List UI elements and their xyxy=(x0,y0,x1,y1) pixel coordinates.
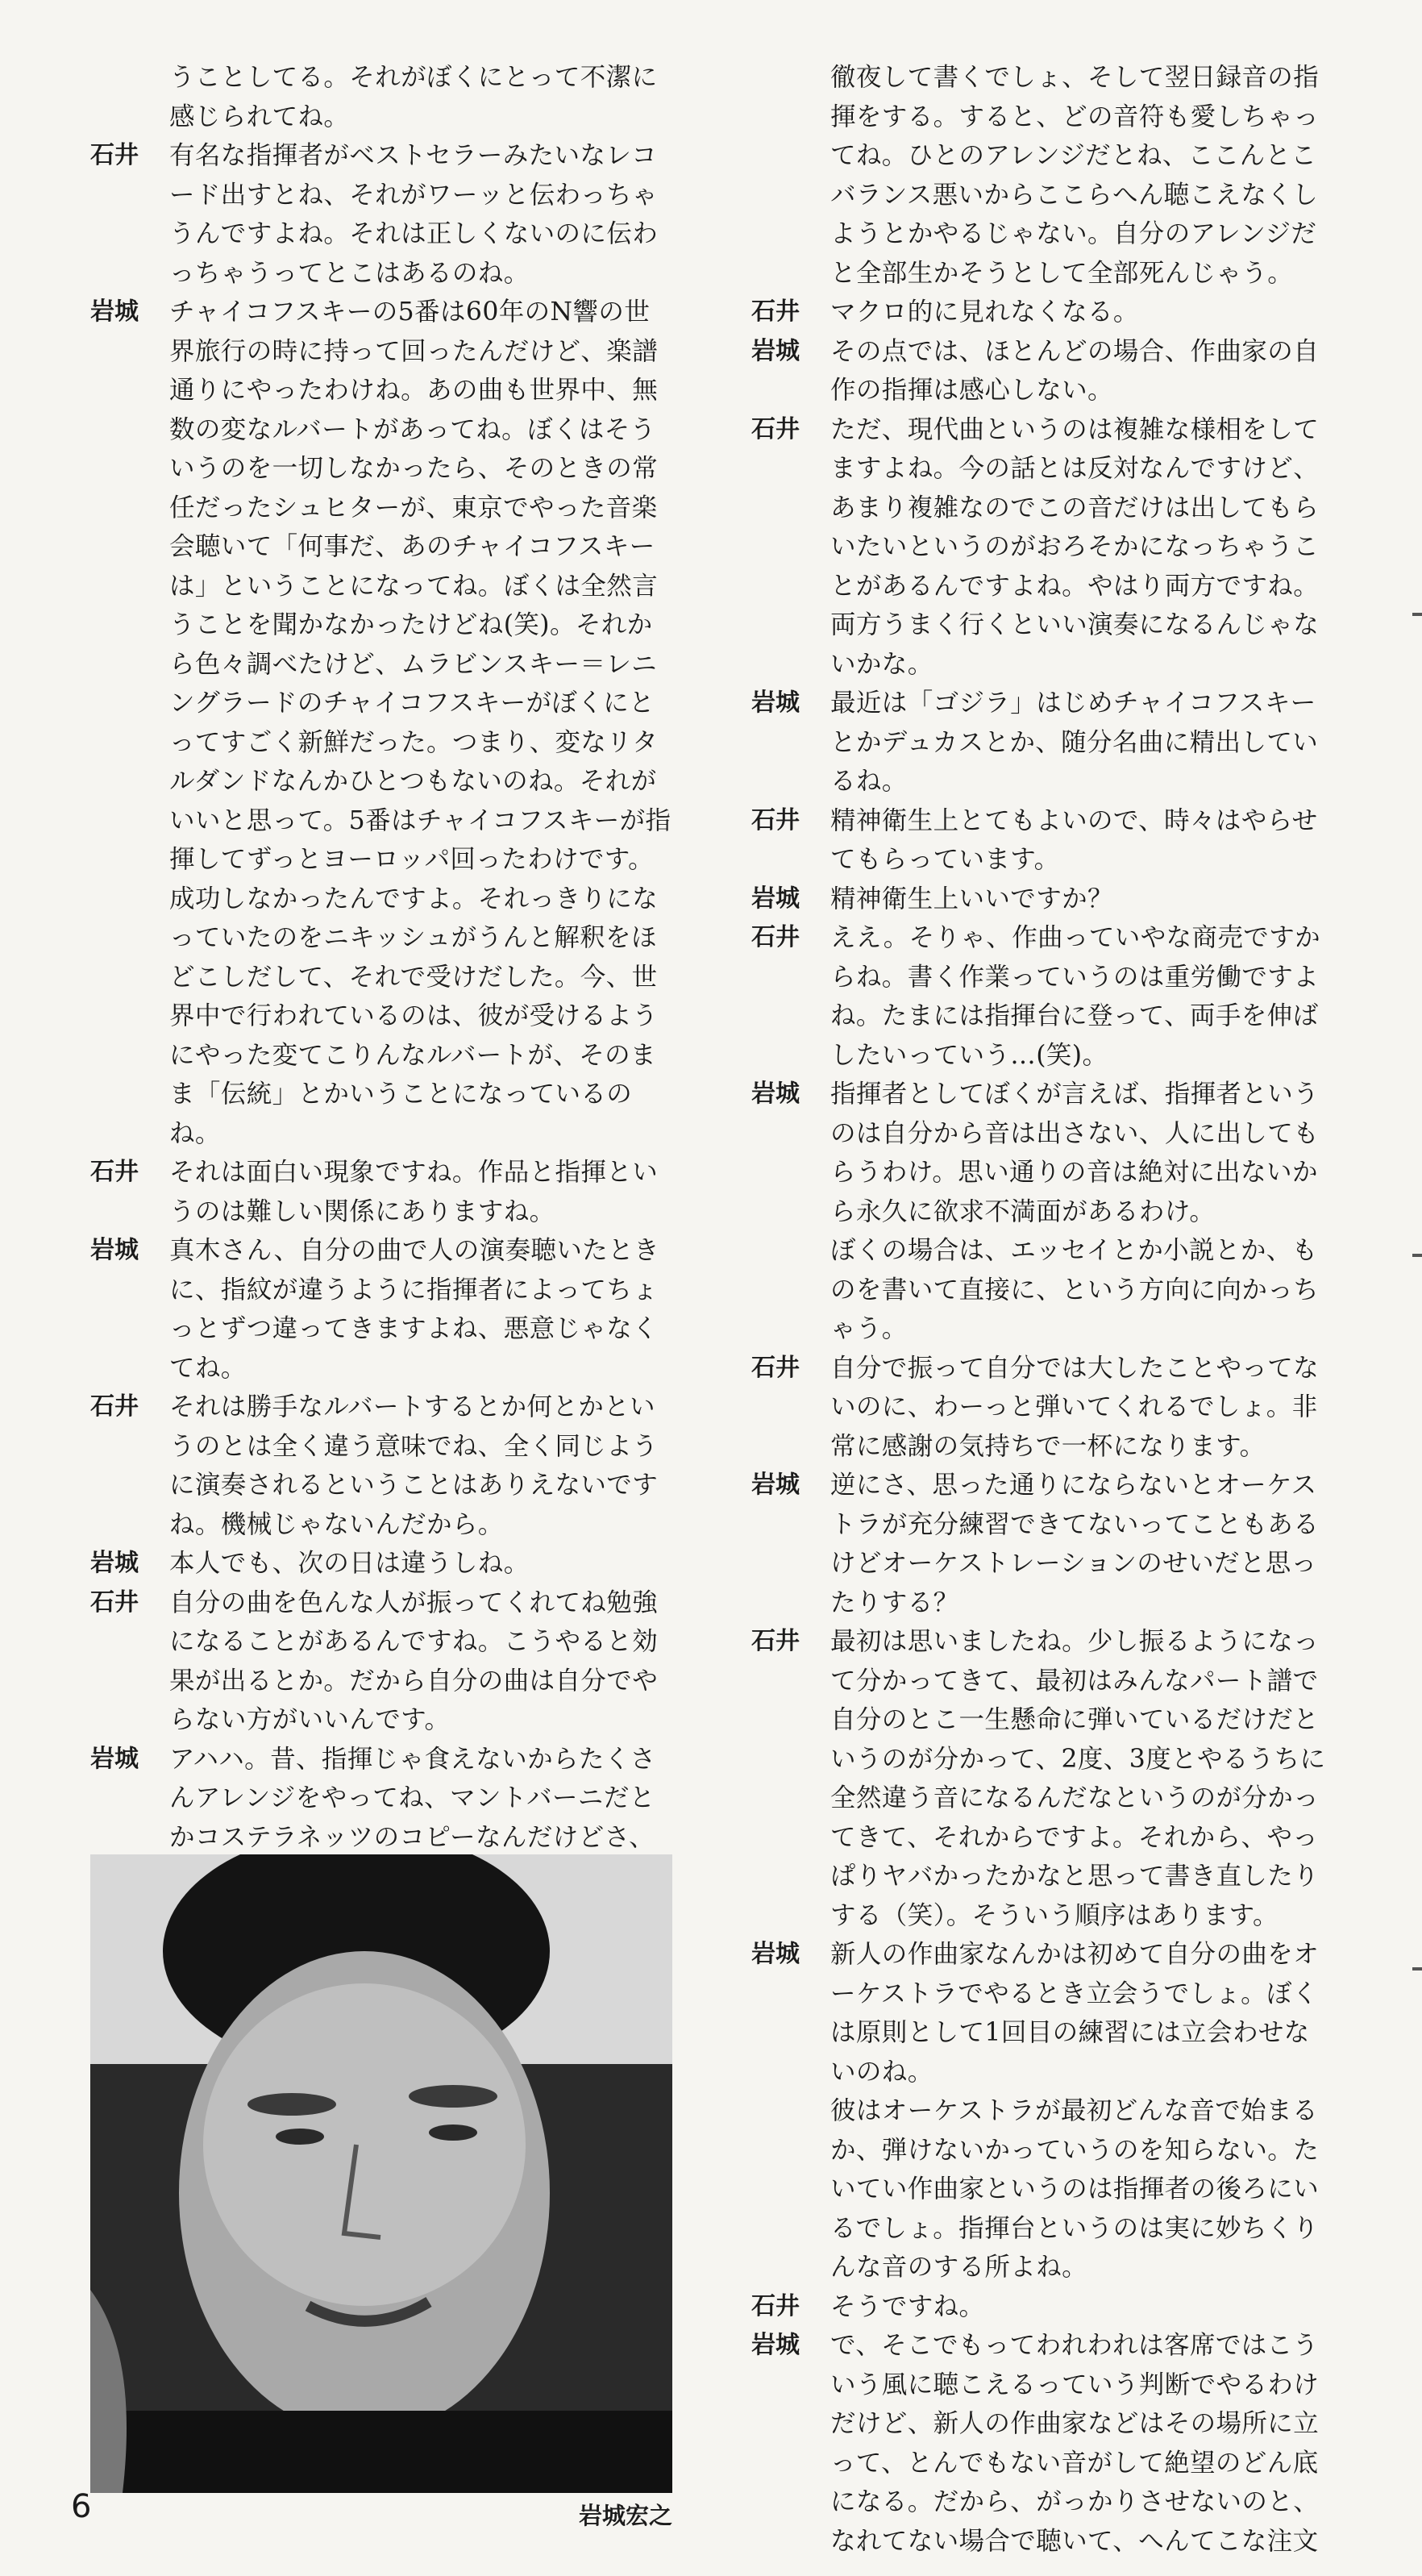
dialogue-text: 新人の作曲家なんかは初めて自分の曲をオーケストラでやるとき立会うでしょ。ぼくは原則として1回目の練習には立会わせないのね。 xyxy=(830,1940,1320,2087)
speaker-name: 石井 xyxy=(751,2291,800,2320)
dialogue-entry xyxy=(751,1622,1333,1935)
speaker-name: 岩城 xyxy=(751,1940,800,1968)
dialogue-text: 精神衛生上いいですか？ xyxy=(830,884,1113,913)
dialogue-text: 自分の曲を色んな人が振ってくれてね勉強になることがあるんですね。こうやると効果が出るとか。だから自分の曲は自分でやらない方がいいんです。 xyxy=(169,1588,659,1734)
dialogue-entry xyxy=(751,2326,1333,2561)
photo-caption: 岩城宏之 xyxy=(578,2502,672,2529)
dialogue-entry xyxy=(90,1544,672,1583)
dialogue-entry xyxy=(90,1153,672,1231)
left-column xyxy=(90,58,672,1857)
dialogue-text: 自分で振って自分では大したことやってないのに、わーっと弾いてくれるでしょ。非常に感謝の気持ちで一杯になります。 xyxy=(830,1353,1320,1461)
dialogue-text: 指揮者としてぼくが言えば、指揮者というのは自分から音は出さない、人に出してもらうわけ。思い通りの音は絶対に出ないから永久に欲求不満面があるわけ。 xyxy=(830,1080,1320,1226)
dialogue-text: 徹夜して書くでしょ、そして翌日録音の指揮をする。すると、どの音符も愛しちゃってね。ひとのアレンジだとね、ここんとこバランス悪いからここらへん聴こえなくしようとかやるじゃない。自分のアレンジだと全部生かそうとして全部死んじゃう。 xyxy=(830,63,1320,288)
dialogue-entry xyxy=(751,684,1333,801)
dialogue-text: マクロ的に見れなくなる。 xyxy=(830,298,1139,327)
speaker-name: 岩城 xyxy=(751,336,800,365)
dialogue-text: ただ、現代曲というのは複雑な様相をしてますよね。今の話とは反対なんですけど、あまり複雑なのでこの音だけは出してもらいたいというのがおろそかになっちゃうことがあるんですよね。やはり両方ですね。両方うまく行くといい演奏になるんじゃないかな。 xyxy=(830,414,1320,679)
speaker-name: 岩城 xyxy=(90,1744,139,1773)
dialogue-text: それは面白い現象ですね。作品と指揮というのは難しい関係にありますね。 xyxy=(169,1158,659,1226)
speaker-name: 岩城 xyxy=(751,2331,800,2359)
dialogue-entry xyxy=(751,1935,1333,2091)
dialogue-text: ええ。そりゃ、作曲っていやな商売ですからね。書く作業っていうのは重労働ですよね。たまには指揮台に登って、両手を伸ばしたいっていう…(笑)。 xyxy=(830,923,1320,1070)
dialogue-text: ぼくの場合は、エッセイとか小説とか、ものを書いて直接に、という方向に向かっちゃう。 xyxy=(830,1236,1320,1343)
edge-mark xyxy=(1412,613,1422,616)
dialogue-text: 逆にさ、思った通りにならないとオーケストラが充分練習できてないってこともあるけどオーケストレーションのせいだと思ったりする？ xyxy=(830,1471,1320,1617)
speaker-name: 石井 xyxy=(751,1353,800,1382)
dialogue-text: 彼はオーケストラが最初どんな音で始まるか、弾けないかっていうのを知らない。たいてい作曲家というのは指揮者の後ろにいるでしょ。指揮台というのは実に妙ちくりんな音のする所よね。 xyxy=(830,2096,1320,2282)
speaker-name: 石井 xyxy=(90,1392,139,1421)
dialogue-text: 最近は「ゴジラ」はじめチャイコフスキーとかデュカスとか、随分名曲に精出しているね。 xyxy=(830,689,1319,796)
dialogue-text: アハハ。昔、指揮じゃ食えないからたくさんアレンジをやってね、マントバーニだとかコステラネッツのコピーなんだけどさ、 xyxy=(169,1744,656,1852)
dialogue-entry xyxy=(90,58,672,136)
speaker-name: 石井 xyxy=(90,141,139,169)
dialogue-text: 本人でも、次の日は違うしね。 xyxy=(169,1549,530,1578)
speaker-name: 石井 xyxy=(751,1627,800,1655)
dialogue-entry xyxy=(90,136,672,293)
dialogue-text: 真木さん、自分の曲で人の演奏聴いたときに、指紋が違うように指揮者によってちょっとずつ違ってきますよね、悪意じゃなくてね。 xyxy=(169,1236,659,1383)
speaker-name: 岩城 xyxy=(751,1471,800,1499)
speaker-name: 岩城 xyxy=(90,1236,139,1264)
dialogue-entry xyxy=(751,1231,1333,1349)
dialogue-entry xyxy=(90,1583,672,1740)
dialogue-entry xyxy=(751,801,1333,880)
dialogue-entry xyxy=(751,332,1333,410)
speaker-name: 石井 xyxy=(90,1158,139,1186)
dialogue-entry xyxy=(751,410,1333,685)
dialogue-text: うことしてる。それがぼくにとって不潔に感じられてね。 xyxy=(169,63,658,131)
dialogue-entry xyxy=(751,293,1333,332)
dialogue-entry xyxy=(751,918,1333,1075)
speaker-name: 岩城 xyxy=(90,1549,139,1577)
dialogue-text: 精神衛生上とてもよいので、時々はやらせてもらっています。 xyxy=(830,805,1318,874)
edge-mark xyxy=(1412,1967,1422,1970)
speaker-name: 岩城 xyxy=(751,884,800,913)
dialogue-text: 最初は思いましたね。少し振るようになって分かってきて、最初はみんなパート譜で自分のとこ一生懸命に弾いているだけだというのが分かって、2度、3度とやるうちに全然違う音になるんだなというのが分かってきて、それからですよ。それから、やっぱりヤバかったかなと思って書き直したりする（笑）。そういう順序はあります。 xyxy=(830,1627,1326,1930)
dialogue-text: その点では、ほとんどの場合、作曲家の自作の指揮は感心しない。 xyxy=(830,336,1320,405)
dialogue-text: 有名な指揮者がベストセラーみたいなレコード出すとね、それがワーッと伝わっちゃうんですよね。それは正しくないのに伝わっちゃうってとこはあるのね。 xyxy=(169,141,659,288)
speaker-name: 石井 xyxy=(751,298,800,326)
dialogue-entry xyxy=(751,1075,1333,1231)
dialogue-text: そうですね。 xyxy=(830,2291,985,2321)
speaker-name: 石井 xyxy=(751,923,800,951)
dialogue-entry xyxy=(751,880,1333,919)
dialogue-entry xyxy=(751,1349,1333,1467)
dialogue-entry xyxy=(90,293,672,1153)
dialogue-text: チャイコフスキーの5番は60年のN響の世界旅行の時に持って回ったんだけど、楽譜通りにやったわけね。あの曲も世界中、無数の変なルバートがあってね。ぼくはそういうのを一切しなかったら、そのときの常任だったシュヒターが、東京でやった音楽会聴いて「何事だ、あのチャイコフスキーは」ということになってね。ぼくは全然言うことを聞かなかったけどね(笑)。それから色々調べたけど、ムラビンスキー＝レニングラードのチャイコフスキーがぼくにとってすごく新鮮だった。つまり、変なリタルダンドなんかひとつもないのね。それがいいと思って。5番はチャイコフスキーが指揮してずっとヨーロッパ回ったわけです。成功しなかったんですよ。それっきりになっていたのをニキッシュがうんと解釈をほどこしだして、それで受けだした。今、世界中で行われているのは、彼が受けるようにやった変てこりんなルバートが、そのまま「伝統」とかいうことになっているのね。 xyxy=(169,298,672,1148)
dialogue-entry xyxy=(90,1740,672,1858)
speaker-name: 岩城 xyxy=(90,298,139,326)
dialogue-entry xyxy=(751,2287,1333,2327)
page-number: 6 xyxy=(71,2488,92,2525)
speaker-name: 石井 xyxy=(751,805,800,834)
speaker-name: 岩城 xyxy=(751,1080,800,1108)
dialogue-entry xyxy=(751,1466,1333,1622)
speaker-name: 石井 xyxy=(90,1588,139,1617)
edge-mark xyxy=(1412,1254,1422,1257)
dialogue-text: で、そこでもってわれわれは客席ではこういう風に聴こえるっていう判断でやるわけだけど、新人の作曲家などはその場所に立って、とんでもない音がして絶望のどん底になる。だから、がっかりさせないのと、なれてない場合で聴いて、へんてこな注文 xyxy=(830,2331,1320,2556)
speaker-name: 岩城 xyxy=(751,689,800,717)
speaker-name: 石井 xyxy=(751,414,800,443)
dialogue-entry xyxy=(751,2091,1333,2287)
portrait-photo xyxy=(90,1854,672,2493)
dialogue-entry xyxy=(751,58,1333,293)
portrait-illustration xyxy=(90,1854,672,2493)
dialogue-entry xyxy=(90,1231,672,1388)
right-column xyxy=(751,58,1333,2561)
dialogue-entry xyxy=(90,1388,672,1544)
dialogue-text: それは勝手なルバートするとか何とかというのとは全く違う意味でね、全く同じように演奏されるということはありえないですね。機械じゃないんだから。 xyxy=(169,1392,659,1539)
